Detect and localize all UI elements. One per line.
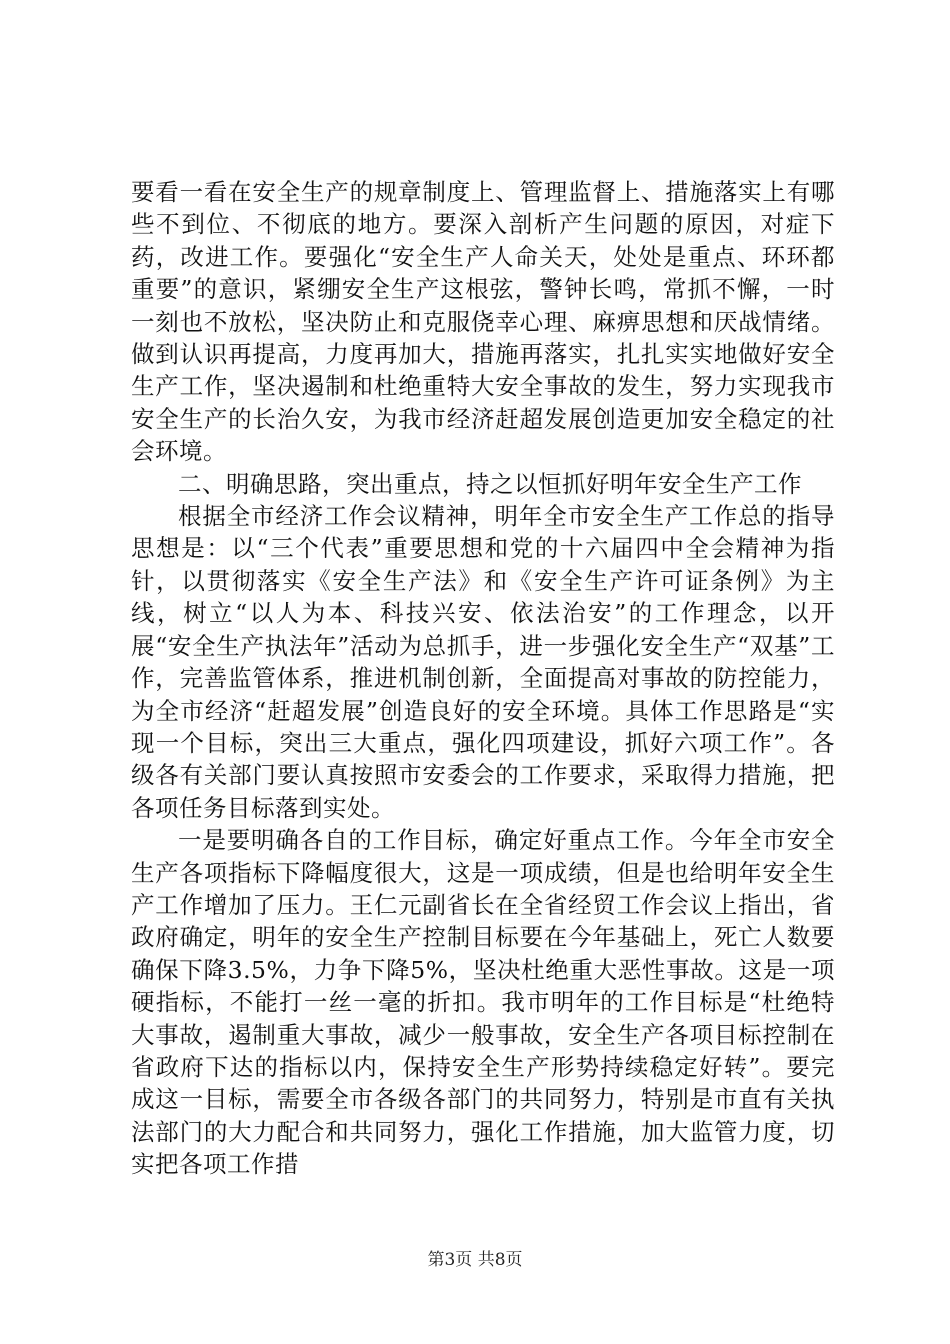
- paragraph-4: 一是要明确各自的工作目标，确定好重点工作。今年全市安全生产各项指标下降幅度很大，这是一项成绩，但是也给明年安全生产工作增加了压力。王仁元副省长在全省经贸工作会议上指出，省政府确定，明年的安全生产控制目标要在今年基础上，死亡人数要确保下降3.5%，力争下降5%，坚决杜绝重大恶性事故。这是一项硬指标，不能打一丝一毫的折扣。我市明年的工作目标是“杜绝特大事故，遏制重大事故，减少一般事故，安全生产各项目标控制在省政府下达的指标以内，保持安全生产形势持续稳定好转”。要完成这一目标，需要全市各级各部门的共同努力，特别是市直有关执法部门的大力配合和共同努力，强化工作措施，加大监管力度，切实把各项工作措: [131, 826, 835, 1179]
- section-heading: 二、明确思路，突出重点，持之以恒抓好明年安全生产工作: [178, 469, 802, 498]
- paragraph-3: 根据全市经济工作会议精神，明年全市安全生产工作总的指导思想是：以“三个代表”重要思想和党的十六届四中全会精神为指针，以贯彻落实《安全生产法》和《安全生产许可证条例》为主线，树立“以人为本、科技兴安、依法治安”的工作理念，以开展“安全生产执法年”活动为总抓手，进一步强化安全生产“双基”工作，完善监管体系，推进机制创新，全面提高对事故的防控能力，为全市经济“赶超发展”创造良好的安全环境。具体工作思路是“实现一个目标，突出三大重点，强化四项建设，抓好六项工作”。各级各有关部门要认真按照市安委会的工作要求，采取得力措施，把各项任务目标落到实处。: [131, 502, 835, 822]
- body-text: [131, 176, 835, 1181]
- page-number-footer: 第3页 共8页: [427, 1250, 523, 1270]
- paragraph-1: 要看一看在安全生产的规章制度上、管理监督上、措施落实上有哪些不到位、不彻底的地方。要深入剖析产生问题的原因，对症下药，改进工作。要强化“安全生产人命关天，处处是重点、环环都重要”的意识，紧绷安全生产这根弦，警钟长鸣，常抓不懈，一时一刻也不放松，坚决防止和克服侥幸心理、麻痹思想和厌战情绪。做到认识再提高，力度再加大，措施再落实，扎扎实实地做好安全生产工作，坚决遏制和杜绝重特大安全事故的发生，努力实现我市安全生产的长治久安，为我市经济赶超发展创造更加安全稳定的社会环境。: [131, 178, 835, 466]
